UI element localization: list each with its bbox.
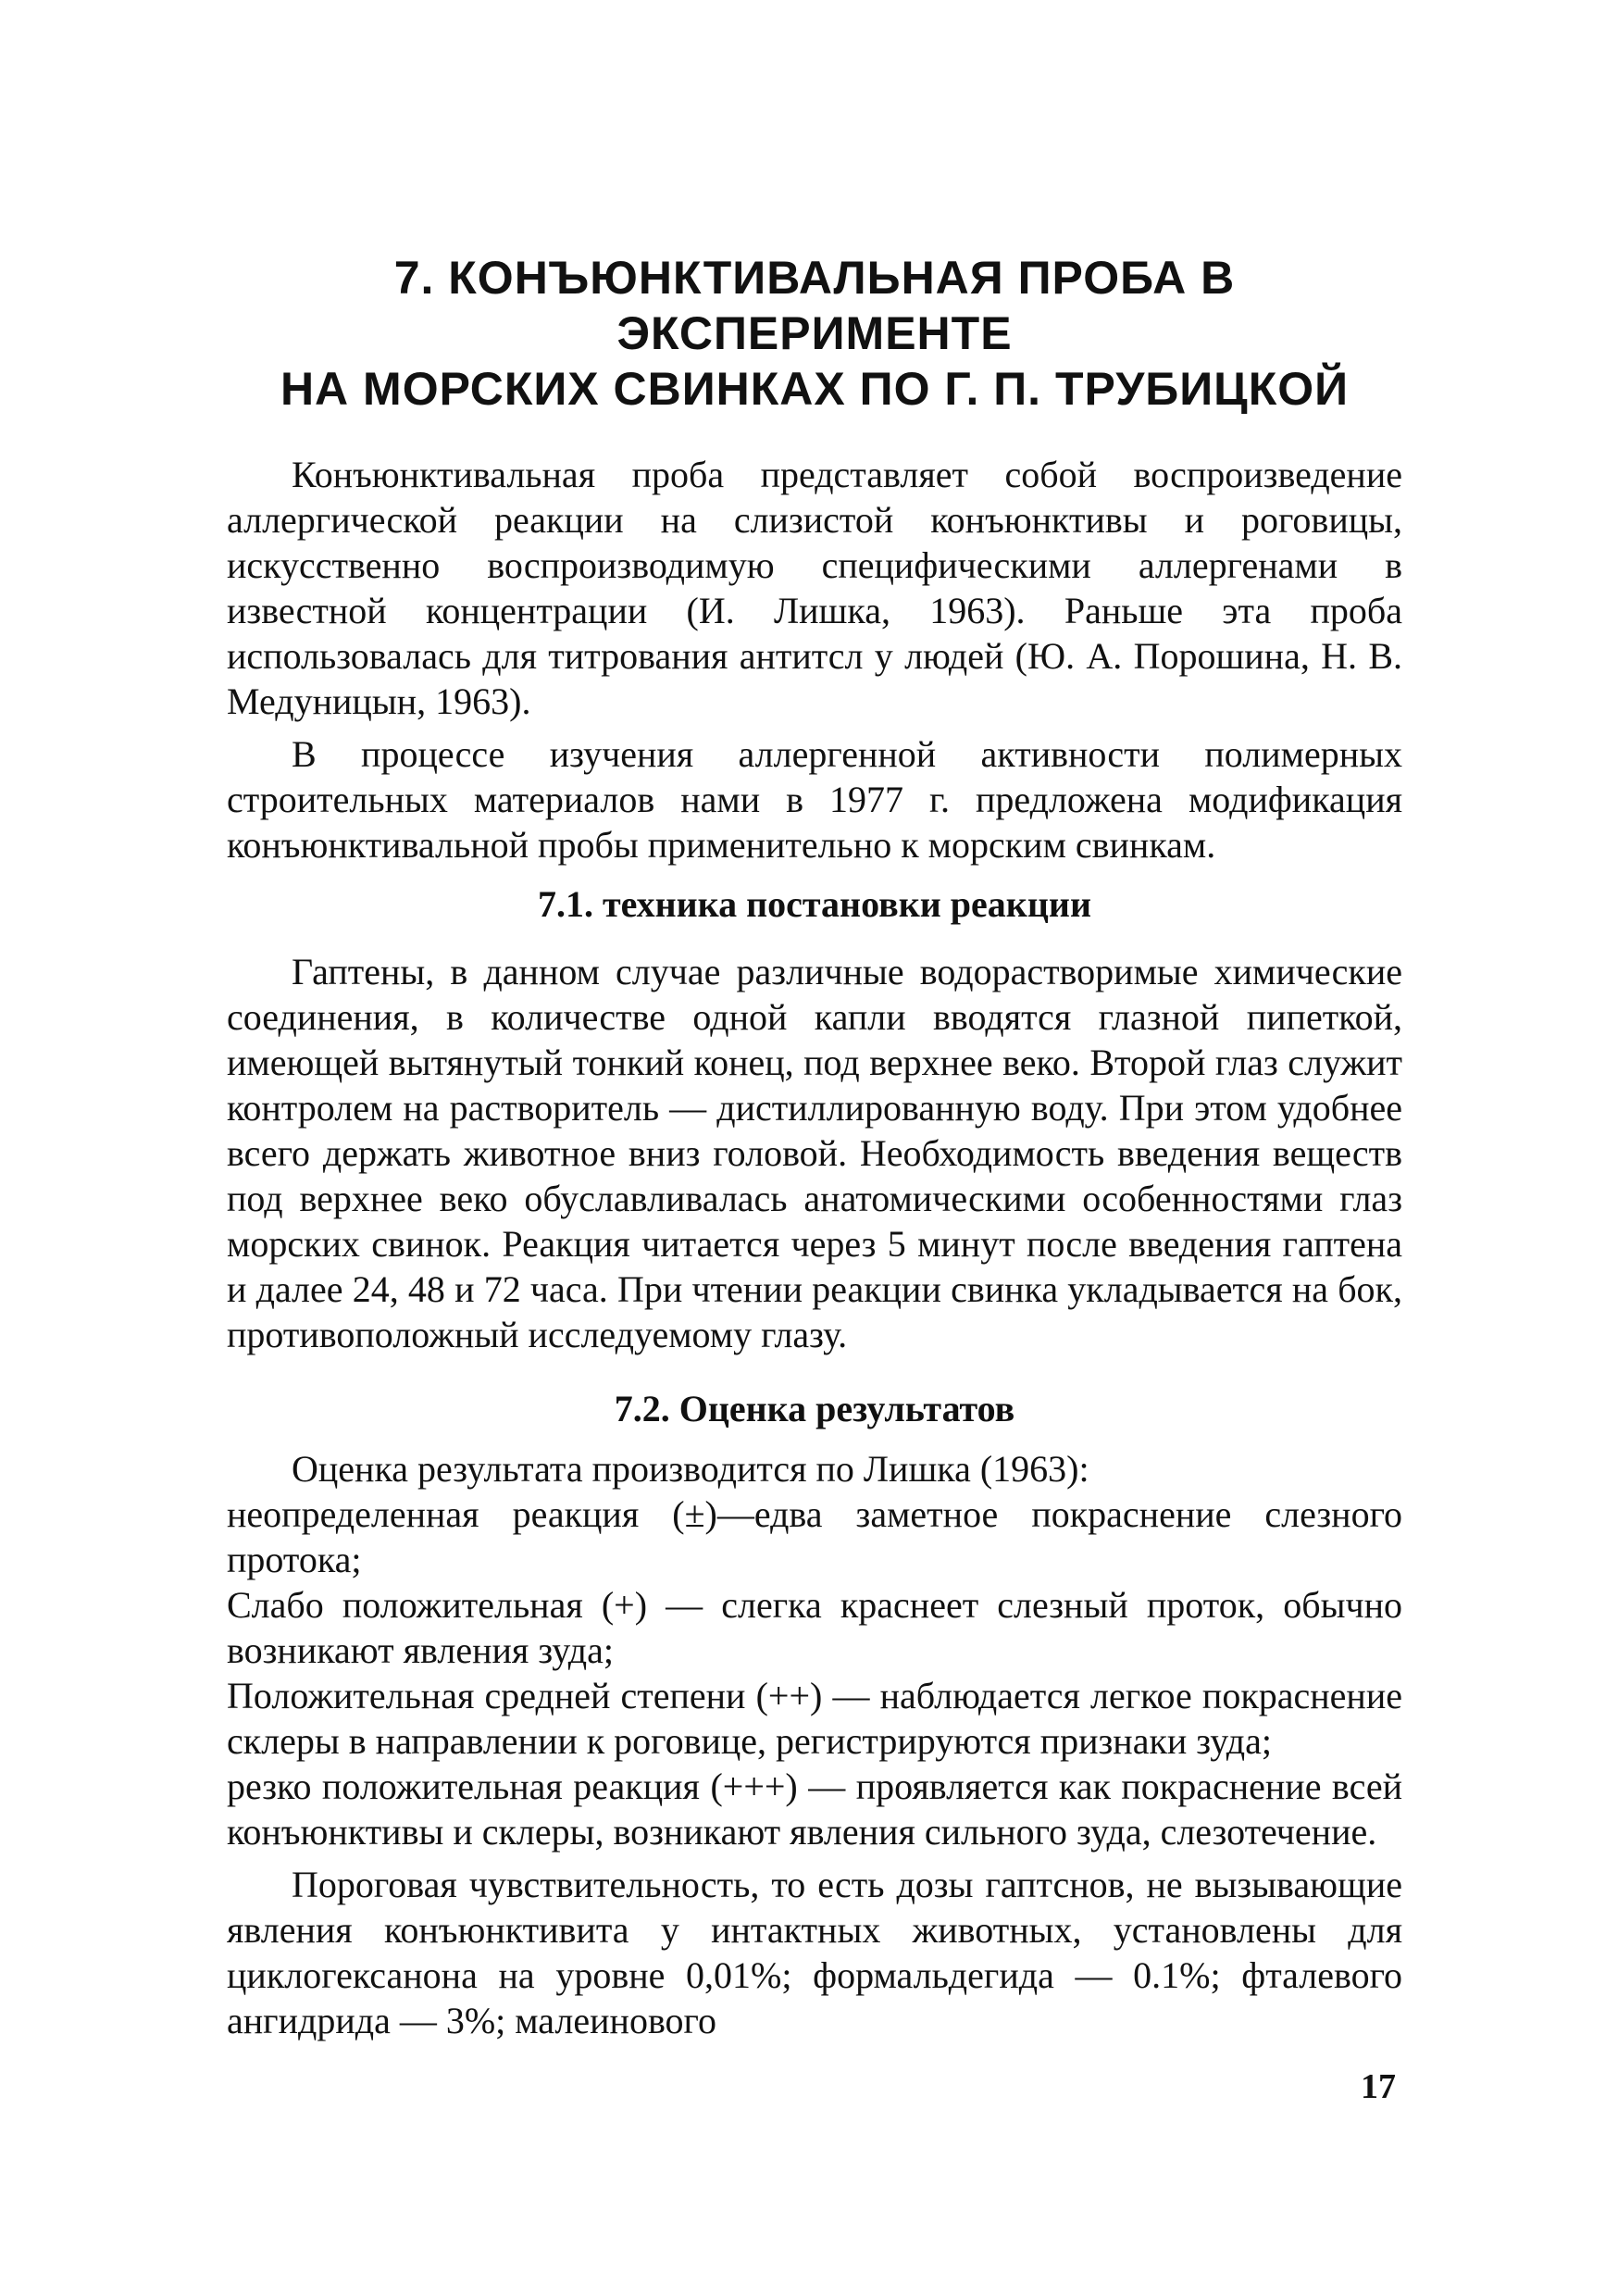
criterion-weak-positive: Слабо положительная (+) — слегка краснеет слезный проток, обычно возникают явления зуда; [227, 1584, 1402, 1671]
chapter-title-line-2: НА МОРСКИХ СВИНКАХ ПО Г. П. ТРУБИЦКОЙ [280, 363, 1350, 415]
chapter-title [227, 250, 1402, 417]
document-page [227, 250, 1402, 2043]
criterion-doubtful: неопределенная реакция (±)—едва заметное покраснение слезного протока; [227, 1493, 1402, 1580]
section-7-2-title: 7.2. Оценка результатов [614, 1388, 1015, 1429]
chapter-title-line-1: 7. КОНЪЮНКТИВАЛЬНАЯ ПРОБА В ЭКСПЕРИМЕНТЕ [393, 252, 1236, 359]
section-7-1-paragraph: Гаптены, в данном случае различные водорастворимые химические соединения, в количестве одной капли вводятся глазной пипеткой, имеющей вытянутый тонкий конец, под верхнее веко. Второй глаз служит контролем на растворитель — дистиллированную воду. При этом удобнее всего держать животное вниз головой. Необходимость введения веществ под верхнее веко обуславливалась анатомическими особенностями глаз морских свинок. Реакция читается через 5 минут после введения гаптена и далее 24, 48 и 72 часа. При чтении реакции свинка укладывается на бок, противоположный исследуемому глазу. [227, 951, 1402, 1355]
section-7-1-title: 7.1. техника постановки реакции [537, 883, 1091, 925]
page-number: 17 [1361, 2067, 1396, 2106]
section-7-2-intro: Оценка результата производится по Лишка (1963): [292, 1448, 1089, 1490]
chapter-paragraph-1: Конъюнктивальная проба представляет собой воспроизведение аллергической реакции на слизистой конъюнктивы и роговицы, искусственно воспроизводимую специфическими аллергенами в известной концентрации (И. Лишка, 1963). Раньше эта проба использовалась для титрования антитсл у людей (Ю. А. Порошина, Н. В. Медуницын, 1963). [227, 454, 1402, 722]
threshold-paragraph: Пороговая чувствительность, то есть дозы гаптснов, не вызывающие явления конъюнктивита у интактных животных, установлены для циклогексанона на уровне 0,01%; формальдегида — 0.1%; фталевого ангидрида — 3%; малеинового [227, 1864, 1402, 2041]
chapter-paragraph-2: В процессе изучения аллергенной активности полимерных строительных материалов нами в 1977 г. предложена модификация конъюнктивальной пробы применительно к морским свинкам. [227, 733, 1402, 866]
criterion-strong-positive: резко положительная реакция (+++) — проявляется как покраснение всей конъюнктивы и склеры, возникают явления сильного зуда, слезотечение. [227, 1766, 1402, 1853]
criterion-moderate-positive: Положительная средней степени (++) — наблюдается легкое покраснение склеры в направлении к роговице, регистрируются признаки зуда; [227, 1675, 1402, 1762]
